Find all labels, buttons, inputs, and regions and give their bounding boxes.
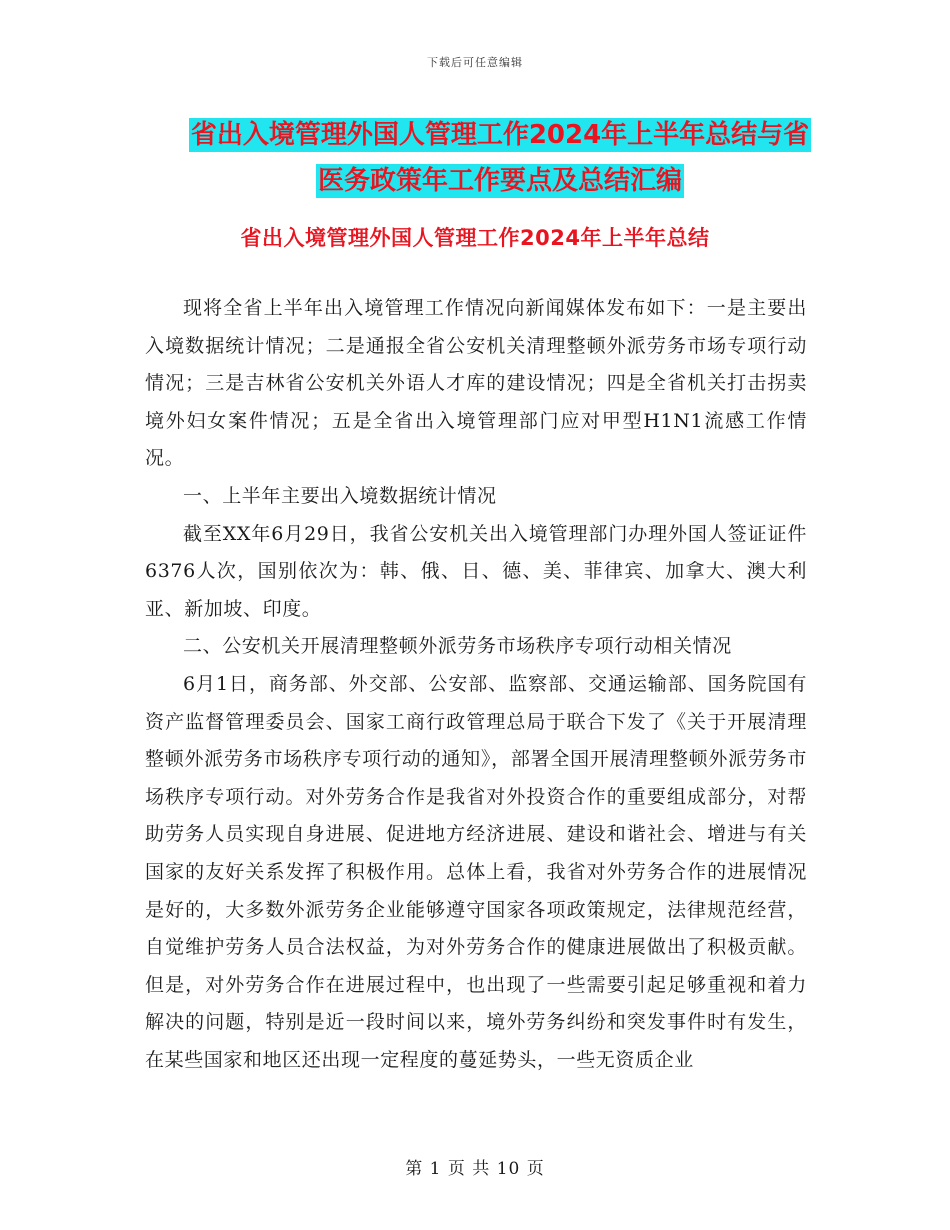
main-title-line-1: 省出入境管理外国人管理工作2024年上半年总结与省 (190, 120, 810, 150)
header-note: 下载后可任意编辑 (427, 56, 523, 69)
paragraph-heading-1: 一、上半年主要出入境数据统计情况 (183, 484, 497, 507)
page-number-footer: 第 1 页 共 10 页 (405, 1159, 545, 1179)
document-body (145, 290, 807, 1079)
section-title: 省出入境管理外国人管理工作2024年上半年总结 (240, 226, 710, 250)
paragraph-intro: 现将全省上半年出入境管理工作情况向新闻媒体发布如下：一是主要出入境数据统计情况；二是通报全省公安机关清理整顿外派劳务市场专项行动情况；三是吉林省公安机关外语人才库的建设情况；四是全省机关打击拐卖境外妇女案件情况；五是全省出入境管理部门应对甲型H1N1流感工作情况。 (145, 297, 807, 470)
paragraph-labor-market: 6月1日，商务部、外交部、公安部、监察部、交通运输部、国务院国有资产监督管理委员会、国家工商行政管理总局于联合下发了《关于开展清理整顿外派劳务市场秩序专项行动的通知》，部署全国开展清理整顿外派劳务市场秩序专项行动。对外劳务合作是我省对外投资合作的重要组成部分，对帮助劳务人员实现自身进展、促进地方经济进展、建设和谐社会、增进与有关国家的友好关系发挥了积极作用。总体上看，我省对外劳务合作的进展情况是好的，大多数外派劳务企业能够遵守国家各项政策规定，法律规范经营，自觉维护劳务人员合法权益，为对外劳务合作的健康进展做出了积极贡献。但是，对外劳务合作在进展过程中，也出现了一些需要引起足够重视和着力解决的问题，特别是近一段时间以来，境外劳务纠纷和突发事件时有发生，在某些国家和地区还出现一定程度的蔓延势头，一些无资质企业 (145, 672, 807, 1071)
document-main-title (140, 112, 860, 204)
paragraph-visa-stats: 截至XX年6月29日，我省公安机关出入境管理部门办理外国人签证证件6376人次，国别依次为：韩、俄、日、德、美、菲律宾、加拿大、澳大利亚、新加坡、印度。 (145, 522, 807, 620)
main-title-line-2: 医务政策年工作要点及总结汇编 (317, 166, 682, 196)
paragraph-heading-2: 二、公安机关开展清理整顿外派劳务市场秩序专项行动相关情况 (183, 635, 732, 658)
